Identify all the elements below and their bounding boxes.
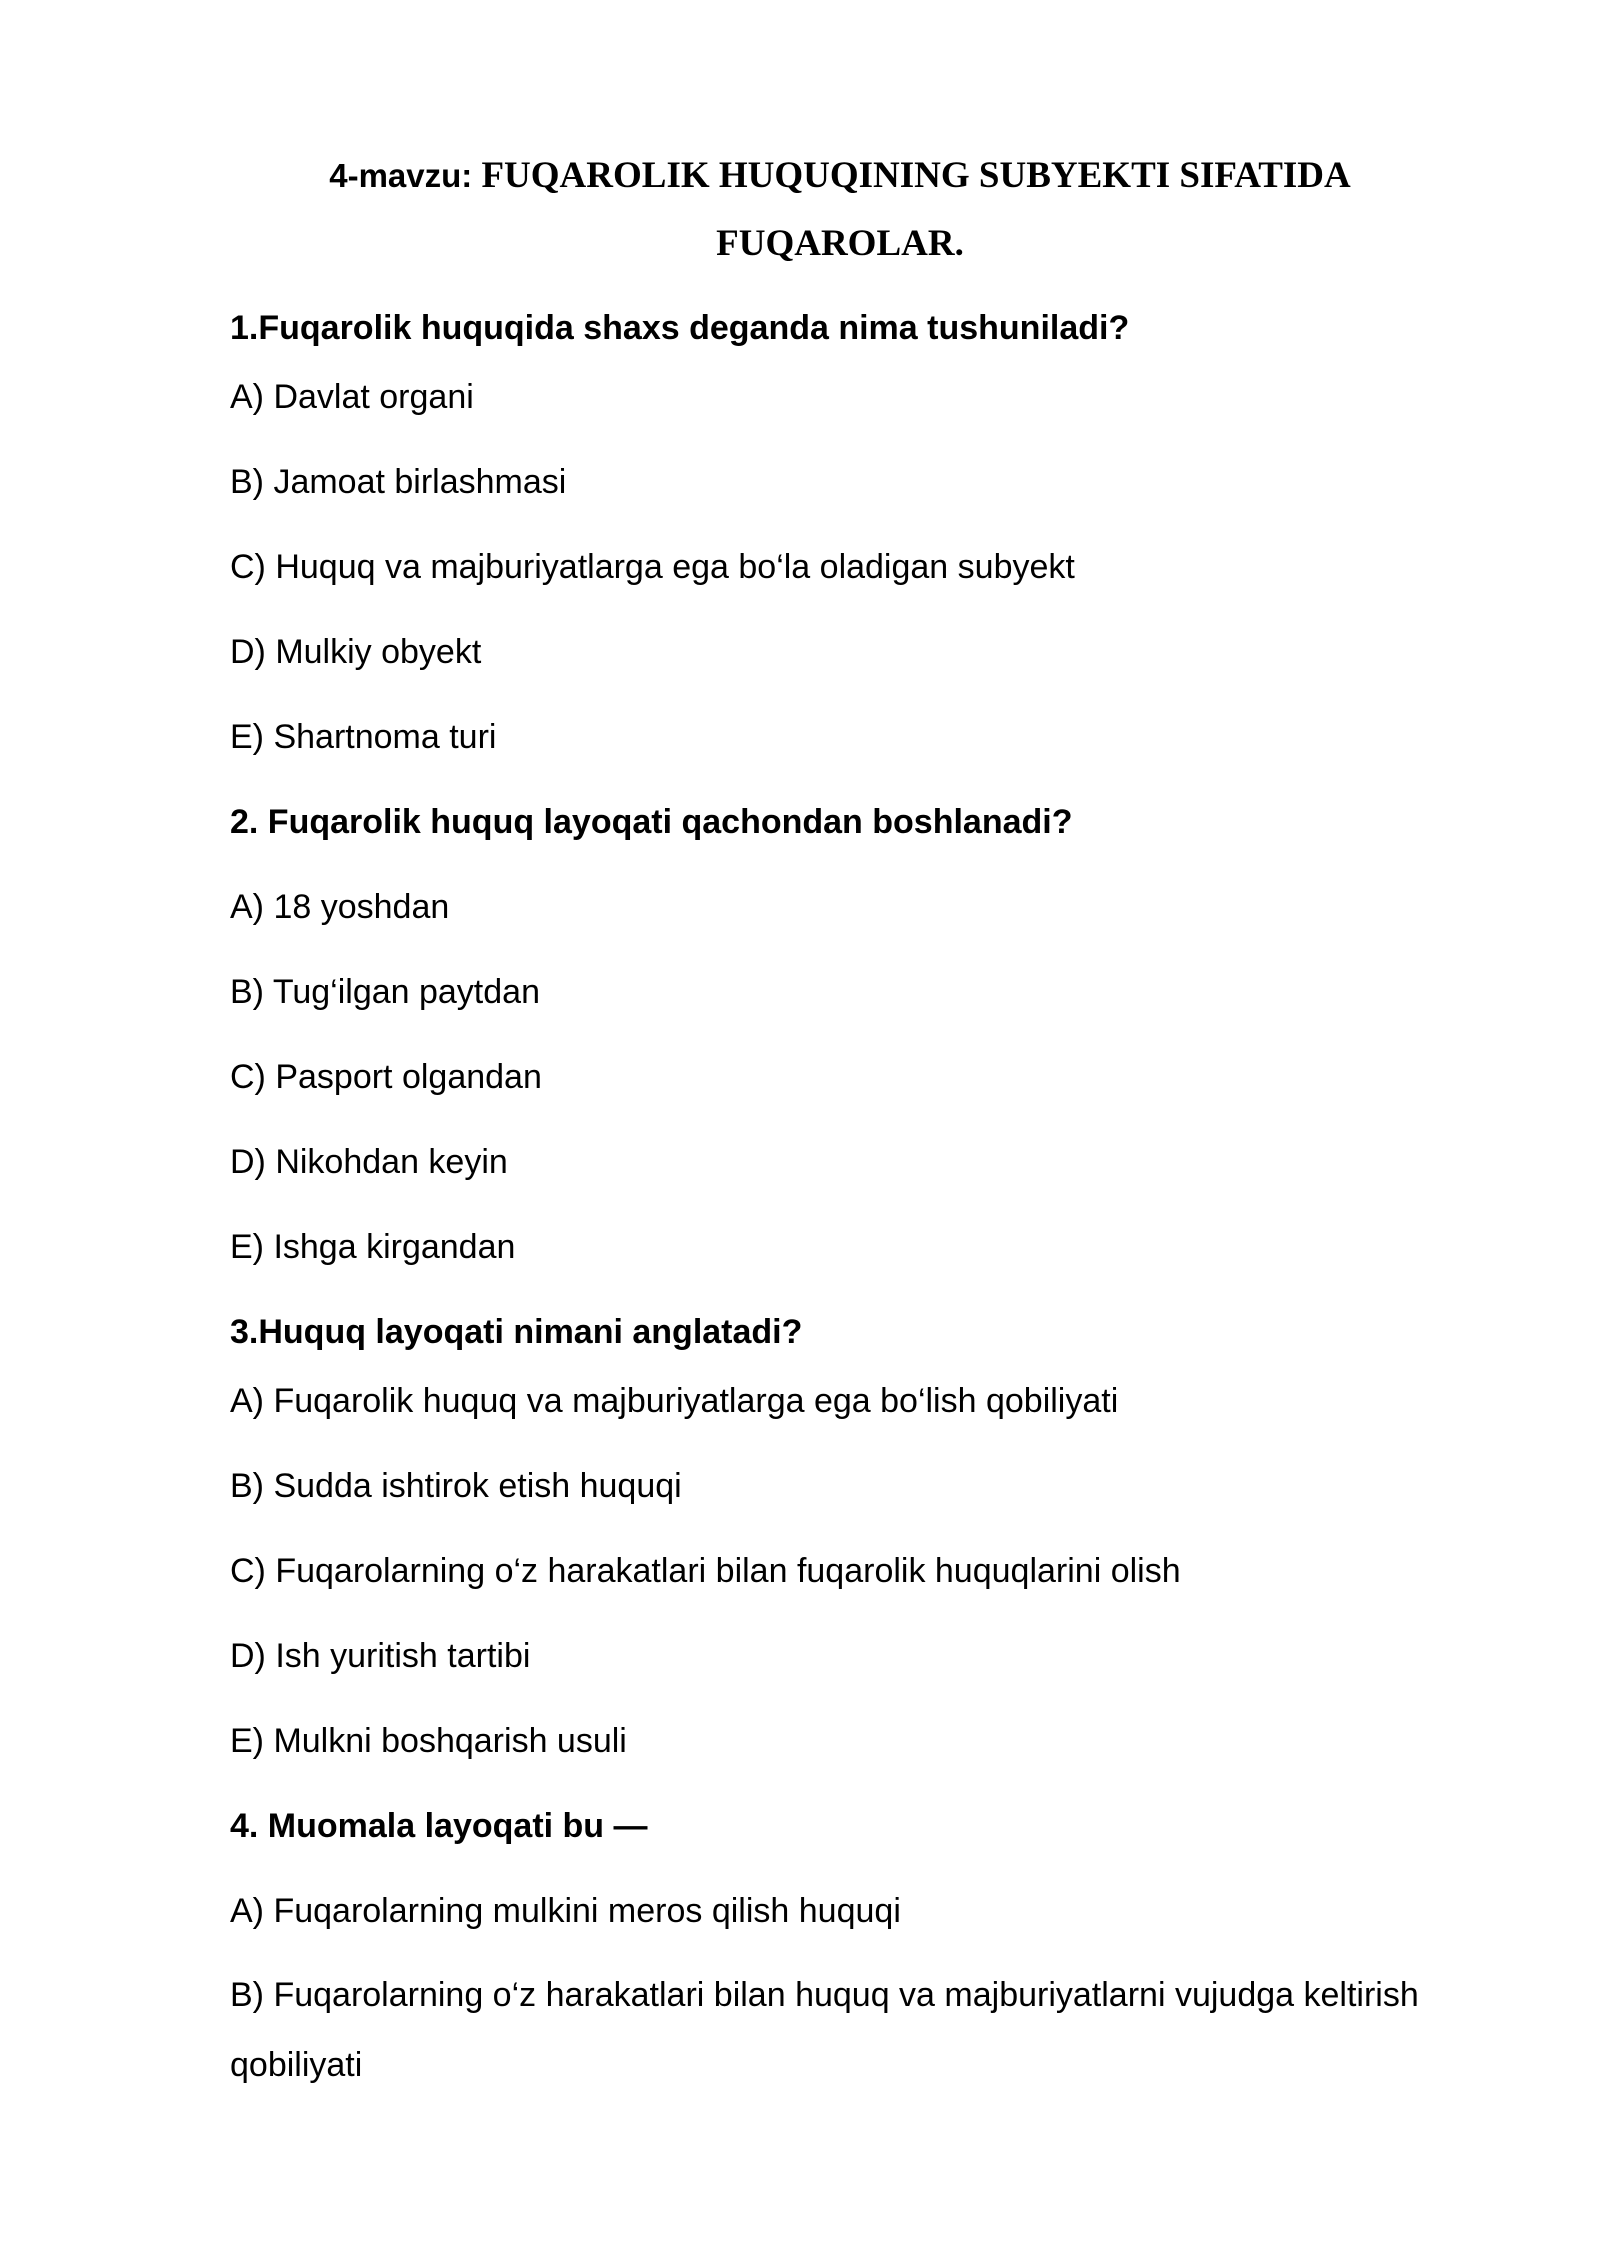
title-line-1: [230, 142, 1450, 210]
question-1-option-e: E) Shartnoma turi: [230, 718, 497, 756]
question-2-option-c: C) Pasport olgandan: [230, 1058, 542, 1096]
question-3-option-e: E) Mulkni boshqarish usuli: [230, 1722, 627, 1760]
question-2-option-d: D) Nikohdan keyin: [230, 1143, 508, 1181]
question-2-option-a: A) 18 yoshdan: [230, 888, 450, 926]
title-prefix: 4-mavzu:: [329, 157, 482, 194]
question-1-option-c: C) Huquq va majburiyatlarga ega bo‘la oladigan subyekt: [230, 548, 1075, 586]
question-1-option-d: D) Mulkiy obyekt: [230, 633, 482, 671]
question-3: 3.Huquq layoqati nimani anglatadi?: [230, 1313, 803, 1351]
question-3-option-a: A) Fuqarolik huquq va majburiyatlarga ega bo‘lish qobiliyati: [230, 1382, 1119, 1420]
question-2-option-e: E) Ishga kirgandan: [230, 1228, 516, 1266]
title-main: FUQAROLIK HUQUQINING SUBYEKTI SIFATIDA: [481, 155, 1351, 196]
question-2: 2. Fuqarolik huquq layoqati qachondan boshlanadi?: [230, 803, 1073, 841]
question-1-option-b: B) Jamoat birlashmasi: [230, 463, 567, 501]
document-title: [230, 142, 1450, 278]
question-3-option-c: C) Fuqarolarning o‘z harakatlari bilan fuqarolik huquqlarini olish: [230, 1552, 1181, 1590]
question-1: 1.Fuqarolik huquqida shaxs deganda nima tushuniladi?: [230, 309, 1130, 347]
title-line-2: FUQAROLAR.: [716, 223, 964, 264]
question-4: 4. Muomala layoqati bu —: [230, 1807, 648, 1845]
question-2-option-b: B) Tug‘ilgan paytdan: [230, 973, 540, 1011]
question-3-option-b: B) Sudda ishtirok etish huquqi: [230, 1467, 682, 1505]
question-4-option-b: B) Fuqarolarning o‘z harakatlari bilan huquq va majburiyatlarni vujudga keltirish qobiliyati: [230, 1976, 1419, 2084]
question-1-option-a: A) Davlat organi: [230, 378, 474, 416]
question-4-option-a: A) Fuqarolarning mulkini meros qilish huquqi: [230, 1892, 901, 1930]
question-3-option-d: D) Ish yuritish tartibi: [230, 1637, 531, 1675]
